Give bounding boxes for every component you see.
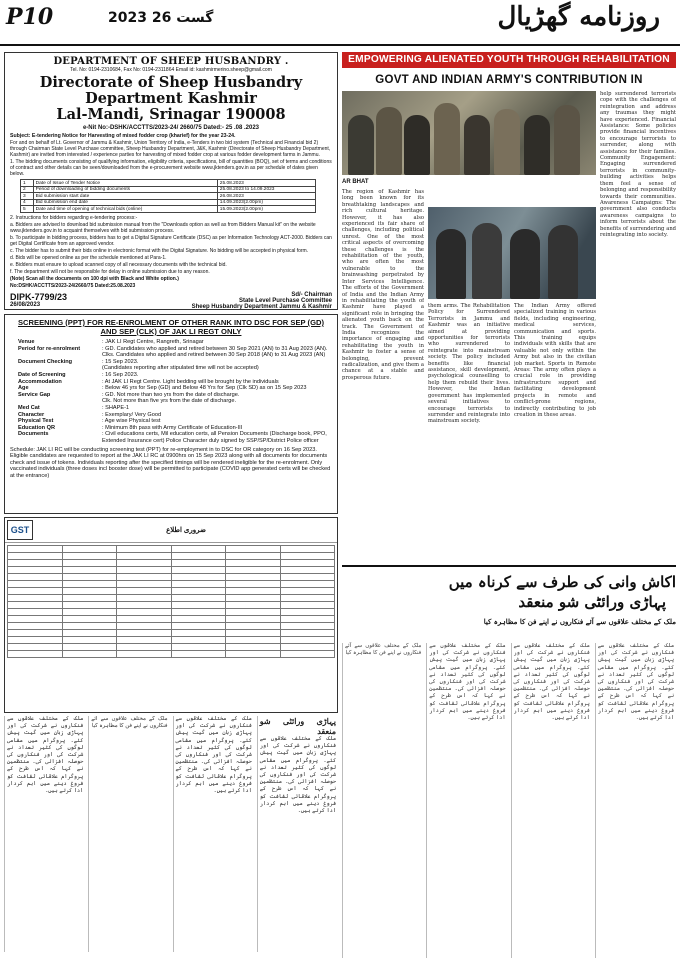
screening-row-value: : JAK LI Regt Centre, Rangreth, Srinagar [102,339,204,345]
gst-table-row [8,637,335,644]
tender-point-b: b. To participate in bidding process, bidders has to get a Digital Signature Certificate (DSC) as per Information Technology ACT-2000. Bidders can get Digital Certificate from an approved vendor. [10,234,332,247]
tender-point-e: e. Bidders must ensure to upload scanned copy of all necessary documents with the technical bid. [10,261,227,268]
gst-table-cell [171,630,226,637]
gst-table-cell [8,616,63,623]
dates-table-cell: 14.09.2023(2.00pm) [217,199,315,206]
screening-row-key [10,365,102,372]
gst-table-cell [171,651,226,658]
gst-table-cell [226,560,281,567]
gst-table-cell [117,553,172,560]
screening-row-value: Clk. Not more than five yrs from the date of discharge. [102,398,236,405]
screening-row [10,359,332,366]
gst-table-row [8,595,335,602]
screening-row [10,385,332,392]
gst-table-cell [117,567,172,574]
gst-table-cell [8,637,63,644]
gst-header [5,518,337,543]
gst-table-cell [117,644,172,651]
screening-row-value: : Minimum 8th pass with Army Certificate of Education-III [102,424,243,431]
urdu-body-col-3 [426,643,507,958]
screening-row-key: Med Cat [18,404,40,411]
screening-row-value: : Civil educations certs, Mil education certs, all Pension Documents (Discharge book, PPO, Extended Insurance cert) Police Character duly signed by SSP/SP/District Police officer [102,431,327,444]
screening-row [10,412,332,419]
screening-row-key [10,398,102,405]
urdu-body-col-1 [595,643,676,958]
gst-table-cell [117,616,172,623]
right-column [342,52,676,958]
gst-table-cell [171,546,226,553]
gst-table-cell [62,560,117,567]
gst-table-cell [8,623,63,630]
directorate-title: Directorate of Sheep Husbandry Department Kashmir [39,74,303,107]
urdu-column-3 [88,716,169,952]
screening-row [10,405,332,412]
screening-row [10,431,332,444]
gst-table-cell [62,644,117,651]
subject-label: Subject: [10,133,31,139]
screening-row-value: : 15 Sep 2023. [102,358,139,365]
gst-table-cell [117,574,172,581]
urdu-body-col-3-text: ملک کے مختلف علاقوں سے فنکاروں نے شرکت کی اور پہاڑی زبان میں گیت پیش کئے۔ پروگرام میں مقامی لوگوں کی کثیر تعداد نے شرکت کی اور فنکاروں کی حوصلہ افزائی کی۔ منتظمین نے کہا کہ اس طرح کے پروگرام علاقائی ثقافت کو فروغ دینے میں اہم کردار ادا کرتے ہیں۔ [429,643,506,722]
gst-table-cell [280,651,335,658]
urdu-headline-1: اکاش وانی کی طرف سے کرناہ میں [448,573,676,591]
gst-title: ضروری اطلاع [166,527,206,534]
gst-table-cell [117,560,172,567]
feature-column-2: The Indian Army offered specialized training in various fields, including engineering, medical services, communication and sports. This training equips individuals with skills that are valuable not only within the Army but also in the civilian job market. Sports in Remote Areas: The army often plays a crucial role in providing infrastructure support and facilitating development projects in remote and conflict-prone regions, indirectly contributing to job creation in these areas. [514,303,596,418]
gst-table-row [8,602,335,609]
screening-row-value: : Below 46 yrs for Sep (GD) and Below 48 Yrs for Sep (Clk SD) as on 15 Sep 2023 [102,385,307,392]
urdu-news-section [342,565,676,958]
gst-table-cell [117,595,172,602]
gst-table-cell [280,616,335,623]
urdu-body-col-2-text: ملک کے مختلف علاقوں سے فنکاروں نے شرکت کی اور پہاڑی زبان میں گیت پیش کئے۔ پروگرام میں مقامی لوگوں کی کثیر تعداد نے شرکت کی اور فنکاروں کی حوصلہ افزائی کی۔ منتظمین نے کہا کہ اس طرح کے پروگرام علاقائی ثقافت کو فروغ دینے میں اہم کردار ادا کرتے ہیں۔ [513,643,590,722]
dates-table-cell: 1 [21,180,34,187]
screening-row-key: Accommodation [18,378,62,385]
urdu-column-2 [173,716,254,952]
gst-table-row [8,630,335,637]
gst-table-cell [171,588,226,595]
gst-table-cell [171,616,226,623]
screening-row [10,339,332,346]
screening-row [10,379,332,386]
tender-note: (Note) Scan all the documents on 100 dpi with Black and White option.) [10,275,179,282]
gst-table-cell [280,574,335,581]
tender-point-f: f. The department will not be responsible for delay in online submission due to any reason. [10,268,210,275]
signature-committee: State Level Purchase Committee [238,297,332,304]
screening-row-key: Character [18,411,45,418]
gst-table-cell [226,595,281,602]
screening-row-value: (Candidates reporting after stipulated time will not be accepted) [102,365,259,372]
masthead [0,0,680,46]
newspaper-name: روزنامه گهڑیال [497,2,660,32]
gst-table-cell [171,644,226,651]
screening-row [10,346,332,353]
signature-name: Sd/- Chairman [291,291,332,298]
urdu-column-4 [4,716,85,952]
gst-table-cell [280,609,335,616]
gst-table-cell [62,602,117,609]
feature-column-1: The region of Kashmir has long been known for its breathtaking landscapes and rich cultural heritage. However, it has also experienced its fair share of challenges, including political unrest. One of the most critical aspects of overcoming these challenges is the rehabilitation of the youth, who are often the most vulnerable to the brainwashing perpetrated by Inter Services Intelligence. The efforts of the Government of India and the Indian Army in rehabilitating the youth of Kashmir have played a significant role in bringing the alienated youth back on the track. The Government of India recognizes the importance of engaging and rehabilitating the youth in Kashmir to foster a sense of belonging, prevent radicalization, and give them a chance at a stable and prosperous future. [342,189,424,381]
gst-table-cell [8,560,63,567]
urdu-column-1-body: ملک کے مختلف علاقوں سے فنکاروں نے شرکت کی اور پہاڑی زبان میں گیت پیش کئے۔ پروگرام میں مقامی لوگوں کی کثیر تعداد نے شرکت کی اور فنکاروں کی حوصلہ افزائی کی۔ منتظمین نے کہا کہ اس طرح کے پروگرام علاقائی ثقافت کو فروغ دینے میں اہم کردار ادا کرتے ہیں۔ [259,736,336,815]
tender-point-d: d. Bids will be opened online as per the schedule mentioned at Para-1. [10,254,167,261]
department-name: DEPARTMENT OF SHEEP HUSBANDRY . [53,56,289,67]
screening-row-key: Venue [18,339,35,345]
gst-table-cell [117,651,172,658]
dates-table-cell: Bid submission start date [33,193,217,200]
gst-table-row [8,644,335,651]
gst-table-cell [62,553,117,560]
gst-table-row [8,560,335,567]
gst-table-cell [226,637,281,644]
gst-table-cell [62,574,117,581]
gst-table-cell [280,546,335,553]
gst-table-cell [171,637,226,644]
gst-table-cell [280,581,335,588]
gst-table-cell [117,588,172,595]
tender-point-a: a. Bidders are advised to download bid submission manual from the "Downloads option as well as from Bidders Manual kit" on the website www.jktenders.gov.in to acquaint themselves with bid submission process. [10,221,316,234]
gst-table-cell [280,553,335,560]
feature-column-3: them arms. The Rehabilitation Policy for Surrendered Terrorists in Jammu and Kashmir was an initiative aimed at providing opportunities for terrorists who surrendered to reintegrate into mainstream society. The policy included benefits like financial assistance, skill development, psychological counselling to help them rebuild their lives. However, the Indian government has implemented several initiatives to encourage terrorists to surrender and reintegrate into mainstream society. [428,303,510,425]
gst-notice [4,517,338,713]
gst-table-cell [8,567,63,574]
gst-table-cell [62,588,117,595]
gst-table-cell [117,602,172,609]
gst-table-cell [8,602,63,609]
gst-table-cell [117,546,172,553]
page-number: P10 [6,4,54,30]
screening-row-value: : GD. Candidates who applied and retired between 30 Sep 2021 (AN) to 31 Aug 2023 (AN). [102,345,328,352]
screening-row-value: : GD. Not more than two yrs from the date of discharge. [102,391,240,398]
tender-notice [4,52,338,310]
gst-table-cell [117,630,172,637]
gst-table-cell [226,644,281,651]
signature-block [10,292,332,310]
gst-table-cell [226,567,281,574]
feature-photo-crowd [342,91,596,175]
screening-row [10,365,332,372]
urdu-column-1 [257,716,338,952]
tender-point-c: c. The bidder has to submit their bids online in electronic format with the Digital Signature. No bidding will be accepted in physical form. [10,247,309,254]
feature-headline [342,71,676,89]
gst-table-cell [117,581,172,588]
gst-table-cell [226,546,281,553]
gst-logo: GST [7,520,33,540]
left-column [4,52,338,958]
gst-table-cell [226,602,281,609]
urdu-column-3-body: ملک کے مختلف علاقوں سے آئے فنکاروں نے اپنے فن کا مظاہرہ کیا [91,716,168,730]
dates-table-cell: 4 [21,199,34,206]
gst-table [7,545,335,658]
screening-row-value: : At JAK LI Regt Centre. Light bedding will be brought by the individuals [102,378,279,385]
gst-table-cell [62,609,117,616]
gst-table-cell [62,637,117,644]
gst-table-cell [280,560,335,567]
gst-table-cell [117,609,172,616]
urdu-column-2-body: ملک کے مختلف علاقوں سے فنکاروں نے شرکت کی اور پہاڑی زبان میں گیت پیش کئے۔ پروگرام میں مقامی لوگوں کی کثیر تعداد نے شرکت کی اور فنکاروں کی حوصلہ افزائی کی۔ منتظمین نے کہا کہ اس طرح کے پروگرام علاقائی ثقافت کو فروغ دینے میں اہم کردار ادا کرتے ہیں۔ [175,716,252,795]
gst-table-cell [8,644,63,651]
gst-table-cell [280,602,335,609]
directorate-address: Lal-Mandi, Srinagar 190008 [56,106,286,123]
feature-main-area [342,91,596,561]
gst-table-row [8,588,335,595]
dates-table-cell: Date of Issue of Tender Notice [33,180,217,187]
feature-article [342,91,676,561]
gst-table-cell [8,651,63,658]
gst-table-cell [226,616,281,623]
gst-table-row [8,581,335,588]
urdu-body-col-1-text: ملک کے مختلف علاقوں سے فنکاروں نے شرکت کی اور پہاڑی زبان میں گیت پیش کئے۔ پروگرام میں مقامی لوگوں کی کثیر تعداد نے شرکت کی اور فنکاروں کی حوصلہ افزائی کی۔ منتظمین نے کہا کہ اس طرح کے پروگرام علاقائی ثقافت کو فروغ دینے میں اہم کردار ادا کرتے ہیں۔ [597,643,674,722]
gst-table-cell [171,581,226,588]
dates-table-cell: 5 [21,206,34,213]
gst-table-cell [171,553,226,560]
tender-ref-no: No:DSHK/ACCTTS/2023-24/2660/75 Dated:25.08.2023 [10,282,136,289]
gst-table-cell [62,567,117,574]
gst-table-cell [171,567,226,574]
dates-table-cell: 25.08.2023 to 14.09.2023 [217,186,315,193]
gst-table-cell [280,588,335,595]
gst-table-cell [280,623,335,630]
dates-table-cell: 3 [21,193,34,200]
gst-table-cell [226,581,281,588]
gst-table-cell [8,553,63,560]
screening-row-key: Document Checking [18,358,73,365]
tender-intro: For and on behalf of Lt. Governor of Jammu & Kashmir, Union Territory of India, e-Tenders in two bid system (Technical and Financial bid 2) through Chairman State Level Purchase committee, Sheep Husbandry Department, J&K, Kashmir (Directorate of Sheep Husbandry Department, Kashmir) are invited from interested / experience parties for harvesting of mixed fodder crop at various fodder development farms in Jammu. [10,140,331,159]
screening-row-value: : SHAPE-1 [102,404,130,411]
screening-row [10,418,332,425]
gst-table-cell [280,637,335,644]
urdu-body-col-2 [511,643,592,958]
screening-row [10,425,332,432]
gst-table-cell [226,553,281,560]
dates-table-row [21,206,316,213]
gst-table-cell [226,630,281,637]
urdu-column-1-headline: پہاڑی ورائٹی شو منعقد [259,716,336,736]
gst-table-row [8,567,335,574]
dates-table-cell: 15.09.2023(2.00pm) [217,206,315,213]
gst-table-cell [226,623,281,630]
gst-table-cell [226,651,281,658]
tender-point-1: 1. The bidding documents consisting of qualifying information, eligibility criteria, specifications, bill of quantities (BOQ), set of terms and conditions of contract and other details can be seen/downloaded from the e-procurement website www.jktenders.gov.in as per schedule of dates given below. [10,159,332,178]
gst-table-cell [280,630,335,637]
gst-table-cell [62,595,117,602]
dates-table-cell: 25.08.2023 [217,180,315,187]
screening-row-key: Documents [18,431,49,438]
feature-photo-recruits [428,207,596,299]
gst-table-cell [8,546,63,553]
subject-text: E-tendering Notice for Harvesting of mixed fodder crop (kharief) for the year 23-24. [31,133,236,139]
gst-table-cell [62,581,117,588]
screening-row [10,372,332,379]
gst-table-cell [62,651,117,658]
screening-subtitle: AND SEP (CLK) OF JAK LI REGT ONLY [100,327,242,336]
urdu-body-col-4-text: ملک کے مختلف علاقوں سے آئے فنکاروں نے اپنے فن کا مظاہرہ کیا [345,643,422,657]
dipk-date: 26/08/2023 [10,301,41,308]
tender-point-2: 2. Instructions for bidders regarding e-tendering process:- [10,214,138,221]
feature-banner: EMPOWERING ALIENATED YOUTH THROUGH REHABILITATION [342,52,676,68]
urdu-subheadline: ملک کے مختلف علاقوں سے آئے فنکاروں نے اپنے فن کا مظاہرہ کیا [483,617,676,626]
gst-table-cell [62,623,117,630]
screening-row-value: : 16 Sep 2023. [102,371,139,378]
screening-notice [4,314,338,514]
gst-table-cell [280,595,335,602]
gst-table-cell [62,630,117,637]
gst-table-cell [171,602,226,609]
gst-table-cell [117,623,172,630]
issue-date: 2023 26 گست [108,10,214,26]
gst-table-cell [8,574,63,581]
feature-byline: AR BHAT [342,179,369,185]
gst-table-cell [62,616,117,623]
gst-table-row [8,553,335,560]
urdu-news-columns [4,716,338,952]
screening-row-key: Age [18,385,29,392]
nit-number: e-Nit No:-DSHK/ACCTTS/2023-24/ 2660/75 Dated:- 25 .08 .2023 [82,125,260,131]
gst-table-cell [8,609,63,616]
gst-table-cell [8,588,63,595]
subject-line [10,133,332,139]
screening-row-key: Physical Test [18,418,54,425]
gst-table-cell [226,609,281,616]
gst-table-cell [171,623,226,630]
screening-row-value: : Age wise Physical test [102,418,161,425]
gst-table-row [8,546,335,553]
gst-table-row [8,616,335,623]
gst-table-row [8,623,335,630]
dates-table-cell: 26.08.2023 [217,193,315,200]
screening-row-key: Service Gap [18,391,51,398]
urdu-headline-2: پہاڑی ورائٹی شو منعقد [518,593,666,611]
gst-table-cell [226,588,281,595]
screening-rows [10,339,332,445]
dates-table-cell: Date and time of opening of technical bids (online) [33,206,217,213]
screening-row-key: Date of Screening [18,371,66,378]
dipk-number: DIPK-7799/23 [10,291,68,302]
screening-title: SCREENING (PPT) FOR RE-ENROLMENT OF OTHER RANK INTO DSC FOR SEP (GD) [17,318,324,327]
dates-table-cell: Bid submission end date [33,199,217,206]
dates-table [20,179,316,213]
gst-table-cell [171,574,226,581]
gst-table-cell [171,595,226,602]
screening-row-value: : Exemplary/ Very Good [102,411,162,418]
screening-schedule: Schedule: JAK LI RC will be conducting screening test (PPT) for re-employment in to DSC for OR category on 16 Sep 2023. Eligible candidates are requested to report at the JAK LI RC at 0900hrs on 15 Sep 2023 along with all documents for documents check and issue of tokens. Individuals reporting after the specified timings will be rendered ineligible for the re-enrolment. Only vaccinated individuals (three doses incl booster dose) will be permitted to participate (COVID app generated certs will be checked at the entrance) [10,446,331,479]
urdu-column-4-body: ملک کے مختلف علاقوں سے فنکاروں نے شرکت کی اور پہاڑی زبان میں گیت پیش کئے۔ پروگرام میں مقامی لوگوں کی کثیر تعداد نے شرکت کی اور فنکاروں کی حوصلہ افزائی کی۔ منتظمین نے کہا کہ اس طرح کے پروگرام علاقائی ثقافت کو فروغ دینے میں اہم کردار ادا کرتے ہیں۔ [7,716,84,795]
gst-table-cell [8,581,63,588]
contact-line: Tel. No: 0194-2310684, Fax No: 0194-2311864 Email id: kashmirmerino.sheep@gmail.com [70,67,272,73]
screening-row [10,392,332,399]
dates-table-cell: 2 [21,186,34,193]
screening-row-key: Period for re-enrolment [18,345,81,352]
gst-table-cell [8,630,63,637]
screening-row-key [10,352,102,359]
gst-table-cell [226,574,281,581]
dates-table-cell: Period of downloading of bidding documents [33,186,217,193]
screening-row-value: Clks. Candidates who applied and retired between 30 Sep 2018 (AN) to 31 Aug 2023 (AN) [102,352,326,359]
signature-department: Sheep Husbandry Department Jammu & Kashmir [191,303,332,310]
gst-table-cell [171,609,226,616]
gst-table-cell [117,637,172,644]
urdu-body-col-4 [342,643,423,958]
screening-row-key: Education QR [18,424,55,431]
gst-table-cell [280,644,335,651]
gst-table-cell [280,567,335,574]
screening-row [10,398,332,405]
gst-table-cell [171,560,226,567]
gst-table-cell [8,595,63,602]
screening-row [10,352,332,359]
gst-table-row [8,574,335,581]
feature-headline-text: GOVT AND INDIAN ARMY'S CONTRIBUTION IN [375,74,643,86]
gst-table-cell [62,546,117,553]
feature-column-4: help surrendered terrorists cope with the challenges of reintegration and address any traumas they might have experienced. Financial Assistance: Some policies provide financial incentives to encourage terrorists to surrender, along with assistance for their families. Community Engagement: Engaging surrendered terrorists in community-building activities helps them feel a sense of belonging and responsibility towards their communities. Awareness Campaigns: The government also conducts awareness campaigns to inform terrorists about the benefits of surrendering and reintegrating into society. [600,91,676,238]
gst-table-row [8,609,335,616]
gst-table-row [8,651,335,658]
urdu-news-body-columns [342,643,676,958]
